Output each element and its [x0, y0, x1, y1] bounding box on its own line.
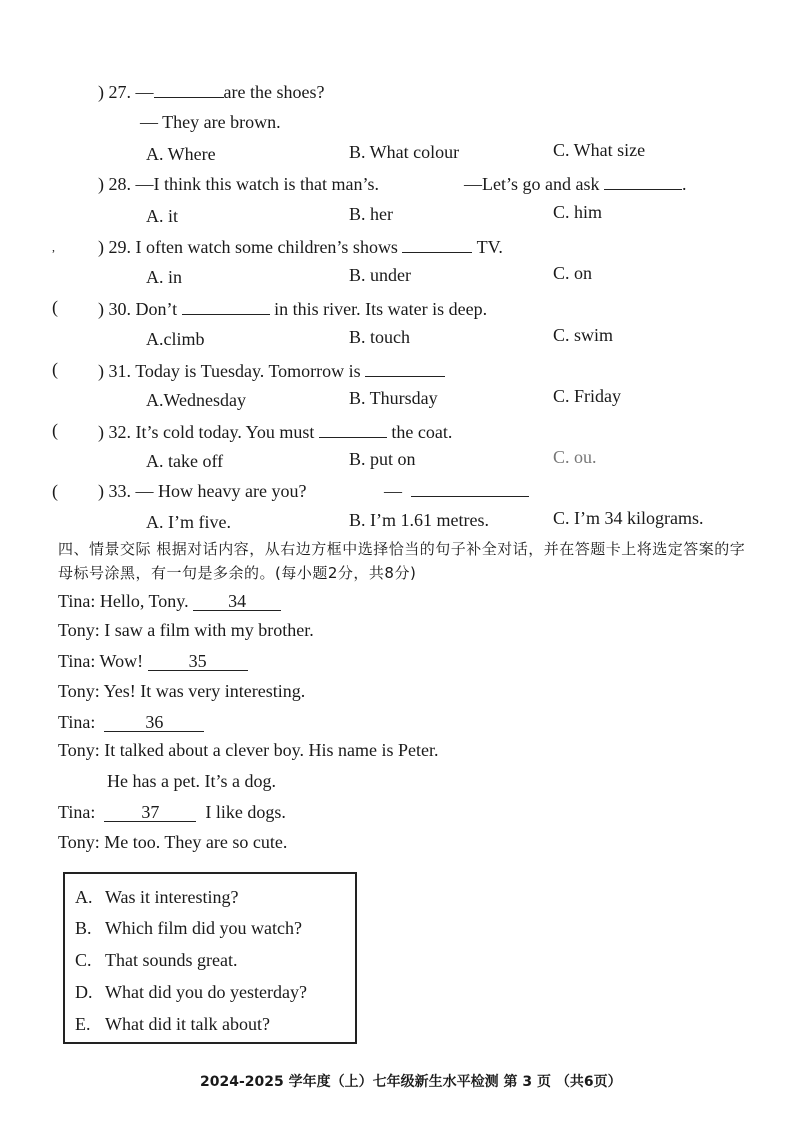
option-a: A. I’m five. — [146, 512, 231, 532]
answer-paren: ( — [52, 359, 58, 379]
dialogue-line: Tony: I saw a film with my brother. — [58, 620, 314, 640]
question-29: ) 29. I often watch some children’s shows TV. — [98, 234, 503, 258]
option-c: C. swim — [553, 325, 614, 345]
option-c: C. What size — [553, 140, 646, 160]
option-b: B. put on — [349, 449, 416, 469]
answer-blank — [402, 234, 472, 253]
option-b: B. under — [349, 265, 411, 285]
answer-blank — [319, 419, 387, 438]
answer-paren: ( — [52, 420, 58, 440]
option-b: B. her — [349, 204, 393, 224]
page-footer: 2024-2025 学年度（上）七年级新生水平检测 第 3 页 （共6页） — [200, 1074, 622, 1090]
section-title: 四、情景交际 根据对话内容，从右边方框中选择恰当的句子补全对话，并在答题卡上将选定答案的字母标号涂黑，有一句是多余的。(每小题2分，共8分) — [58, 540, 746, 582]
option-a: A. it — [146, 206, 179, 226]
answer-blank: 34 — [193, 592, 281, 611]
option-a: A. Where — [146, 144, 216, 164]
option-a: A.climb — [146, 329, 205, 349]
question-32: ) 32. It’s cold today. You must the coat. — [98, 419, 452, 443]
option-b: B. Thursday — [349, 388, 438, 408]
answer-blank — [154, 79, 224, 98]
dialogue-line: Tina: 37 I like dogs. — [58, 802, 286, 822]
answer-blank — [604, 171, 682, 190]
option-c: C. ou. — [553, 447, 597, 467]
answer-paren: ( — [52, 481, 58, 501]
option-c: C. Friday — [553, 386, 622, 406]
question-28: ) 28. —I think this watch is that man’s. — [98, 174, 379, 194]
dialogue-line: He has a pet. It’s a dog. — [107, 771, 276, 791]
answer-blank: 35 — [148, 652, 248, 671]
question-number: ) 33. — [98, 481, 131, 501]
option-c: C. him — [553, 202, 603, 222]
dialogue-line: Tina: Hello, Tony. 34 — [58, 590, 281, 612]
option-b: B. What colour — [349, 142, 460, 162]
question-33-reply: — — [384, 478, 529, 502]
option-a: A. take off — [146, 451, 224, 471]
answer-blank — [182, 296, 270, 315]
option-c: C. I’m 34 kilograms. — [553, 508, 704, 528]
option-b: B. touch — [349, 327, 410, 347]
answer-blank: 36 — [104, 713, 204, 732]
dialogue-line: Tony: It talked about a clever boy. His name is Peter. — [58, 740, 439, 760]
question-27-reply: — They are brown. — [140, 112, 281, 132]
answer-blank — [365, 358, 445, 377]
option-c: C. on — [553, 263, 593, 283]
option-b: B. I’m 1.61 metres. — [349, 510, 489, 530]
answer-blank — [411, 478, 529, 497]
question-number: ) 30. — [98, 299, 131, 319]
choice-item: D. What did you do yesterday? — [75, 982, 307, 1002]
question-27: ) 27. — are the shoes? — [98, 79, 324, 103]
dialogue-line: Tina: 36 — [58, 711, 204, 733]
choice-item: C. That sounds great. — [75, 950, 238, 970]
option-a: A. in — [146, 267, 182, 287]
choice-item: B. Which film did you watch? — [75, 918, 302, 938]
question-number: ) 27. — [98, 82, 131, 102]
question-number: ) 31. — [98, 361, 131, 381]
choices-box — [63, 872, 357, 1044]
dialogue-line: Tony: Me too. They are so cute. — [58, 832, 288, 852]
question-30: ) 30. Don’t in this river. Its water is deep. — [98, 296, 487, 320]
option-a: A.Wednesday — [146, 390, 247, 410]
choice-item: E. What did it talk about? — [75, 1014, 270, 1034]
question-number: ) 32. — [98, 422, 131, 442]
margin-mark: , — [52, 240, 55, 254]
question-number: ) 29. — [98, 237, 131, 257]
question-28-reply: —Let’s go and ask . — [464, 171, 686, 195]
question-number: ) 28. — [98, 174, 131, 194]
dialogue-line: Tina: Wow! 35 — [58, 650, 248, 672]
answer-blank: 37 — [104, 803, 196, 822]
question-33: ) 33. — How heavy are you? — [98, 481, 307, 501]
choice-item: A. Was it interesting? — [75, 887, 239, 907]
dialogue-line: Tony: Yes! It was very interesting. — [58, 681, 306, 701]
question-31: ) 31. Today is Tuesday. Tomorrow is — [98, 358, 445, 382]
answer-paren: ( — [52, 297, 58, 317]
